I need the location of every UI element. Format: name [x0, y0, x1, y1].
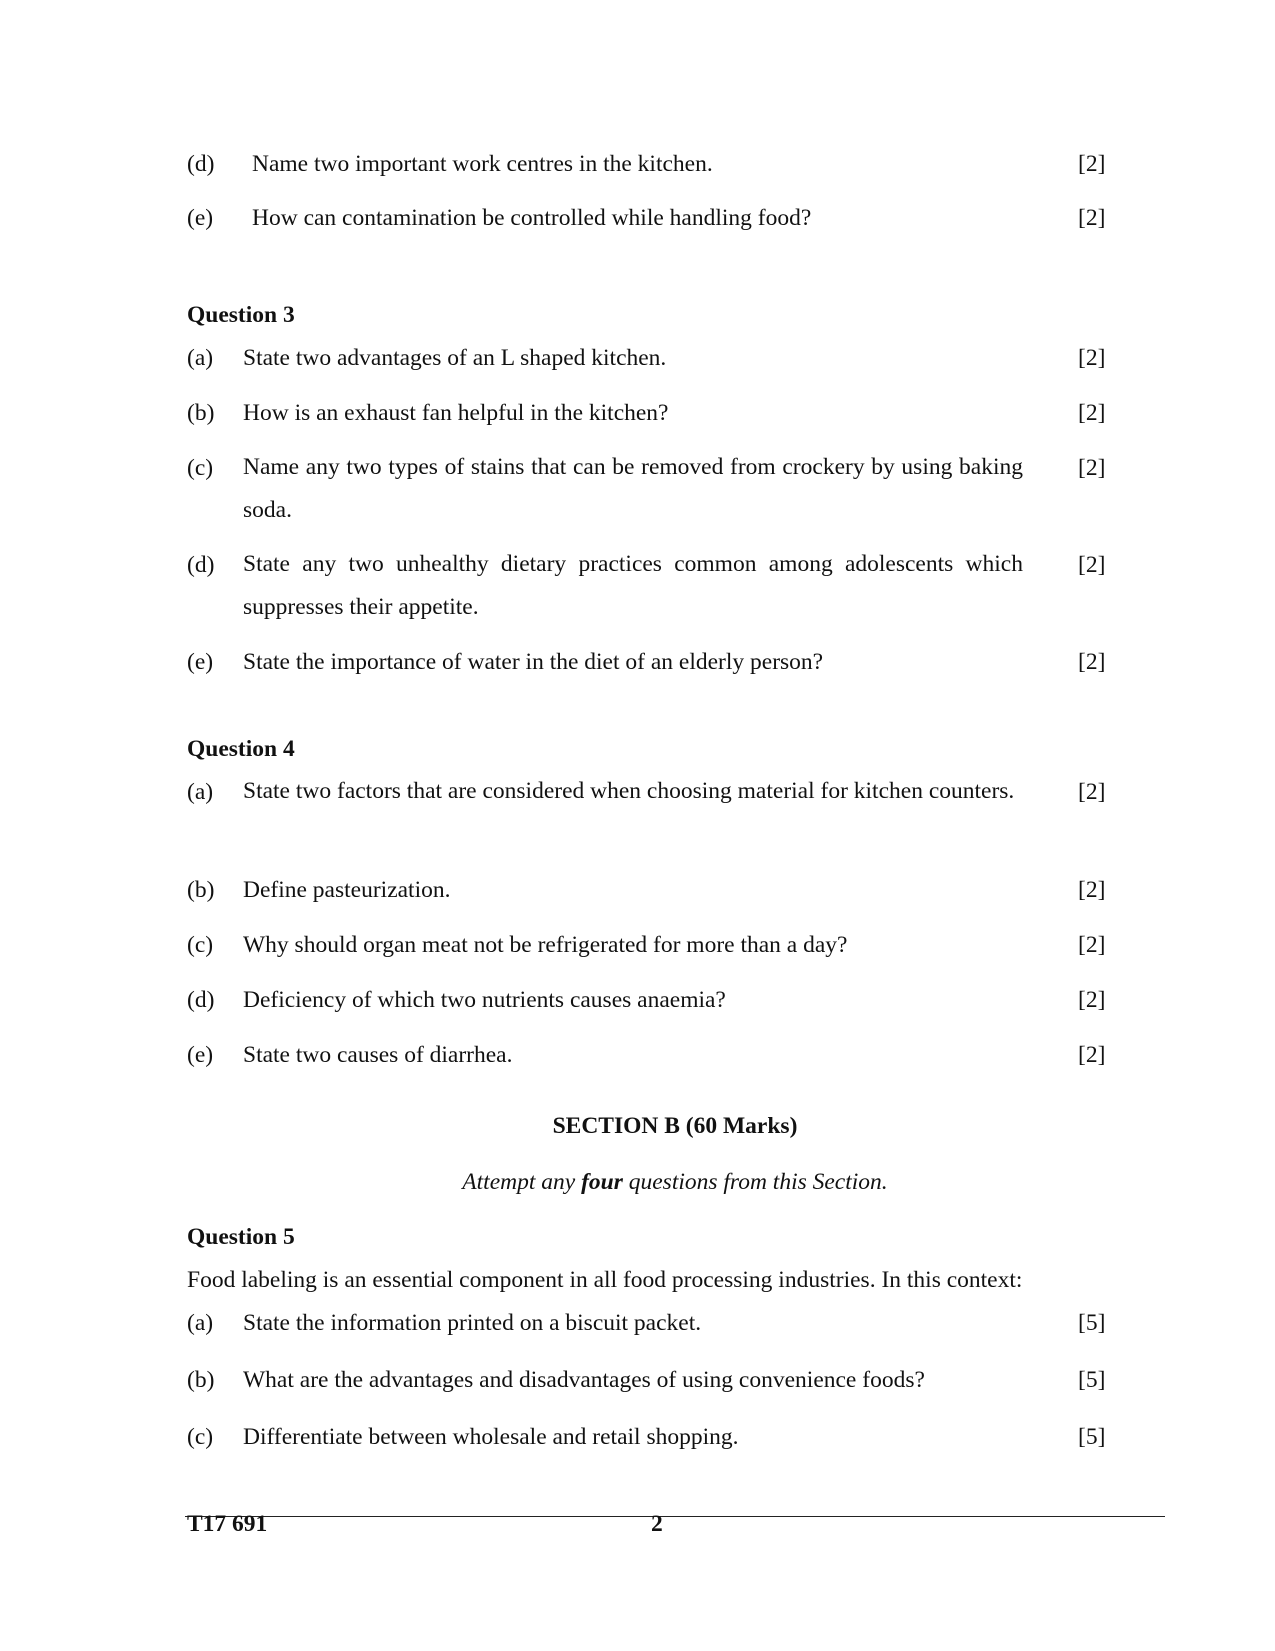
question-text: State two factors that are considered when choosing material for kitchen counters. [243, 778, 1015, 804]
question-5-intro: Food labeling is an essential component in all food processing industries. In this context: [187, 1267, 1023, 1293]
question-text: Define pasteurization. [243, 877, 451, 903]
item-label: (c) [187, 932, 214, 958]
question-text: Name any two types of stains that can be removed from crockery by using baking soda. [243, 454, 1023, 523]
marks: [5] [1078, 1310, 1106, 1336]
item-label: (e) [187, 1042, 214, 1068]
marks: [2] [1078, 455, 1106, 481]
item-label: (b) [187, 1367, 215, 1393]
marks: [5] [1078, 1367, 1106, 1393]
question-text: State the importance of water in the diet of an elderly person? [243, 649, 824, 675]
marks: [2] [1078, 151, 1106, 177]
question-text: Name two important work centres in the kitchen. [252, 151, 713, 177]
page-number: 2 [651, 1511, 663, 1537]
question-text: Why should organ meat not be refrigerated for more than a day? [243, 932, 848, 958]
marks: [2] [1078, 205, 1106, 231]
section-b-instruction [0, 1167, 1275, 1197]
question-text: What are the advantages and disadvantages of using convenience foods? [243, 1367, 925, 1393]
marks: [2] [1078, 987, 1106, 1013]
item-label: (d) [187, 987, 215, 1013]
item-label: (c) [187, 455, 214, 481]
item-label: (b) [187, 877, 215, 903]
item-label: (b) [187, 400, 215, 426]
marks: [2] [1078, 552, 1106, 578]
question-text: State two advantages of an L shaped kitchen. [243, 345, 667, 371]
footer-rule [185, 1516, 1165, 1517]
question-3-heading: Question 3 [187, 302, 295, 328]
item-label: (a) [187, 779, 214, 805]
item-label: (e) [187, 205, 214, 231]
question-text: How is an exhaust fan helpful in the kitchen? [243, 400, 669, 426]
marks: [2] [1078, 345, 1106, 371]
paper-code: T17 691 [187, 1511, 268, 1537]
question-text: State any two unhealthy dietary practices common among adolescents which suppresses their appetite. [243, 551, 1023, 620]
marks: [5] [1078, 1424, 1106, 1450]
question-5-heading: Question 5 [187, 1224, 295, 1250]
marks: [2] [1078, 779, 1106, 805]
instruction-pre: Attempt any [462, 1169, 582, 1195]
marks: [2] [1078, 649, 1106, 675]
question-text: Differentiate between wholesale and retail shopping. [243, 1424, 739, 1450]
section-b-title: SECTION B (60 Marks) [552, 1113, 798, 1139]
item-label: (c) [187, 1424, 214, 1450]
item-label: (d) [187, 151, 215, 177]
question-4-heading: Question 4 [187, 736, 295, 762]
marks: [2] [1078, 877, 1106, 903]
question-text: How can contamination be controlled while handling food? [252, 205, 812, 231]
item-label: (a) [187, 345, 214, 371]
question-text: Deficiency of which two nutrients causes anaemia? [243, 987, 726, 1013]
instruction-post: questions from this Section. [622, 1169, 888, 1195]
item-label: (d) [187, 552, 215, 578]
marks: [2] [1078, 400, 1106, 426]
item-label: (a) [187, 1310, 214, 1336]
question-text: State the information printed on a biscuit packet. [243, 1310, 702, 1336]
marks: [2] [1078, 1042, 1106, 1068]
marks: [2] [1078, 932, 1106, 958]
question-text: State two causes of diarrhea. [243, 1042, 513, 1068]
instruction-bold: four [581, 1169, 623, 1195]
item-label: (e) [187, 649, 214, 675]
